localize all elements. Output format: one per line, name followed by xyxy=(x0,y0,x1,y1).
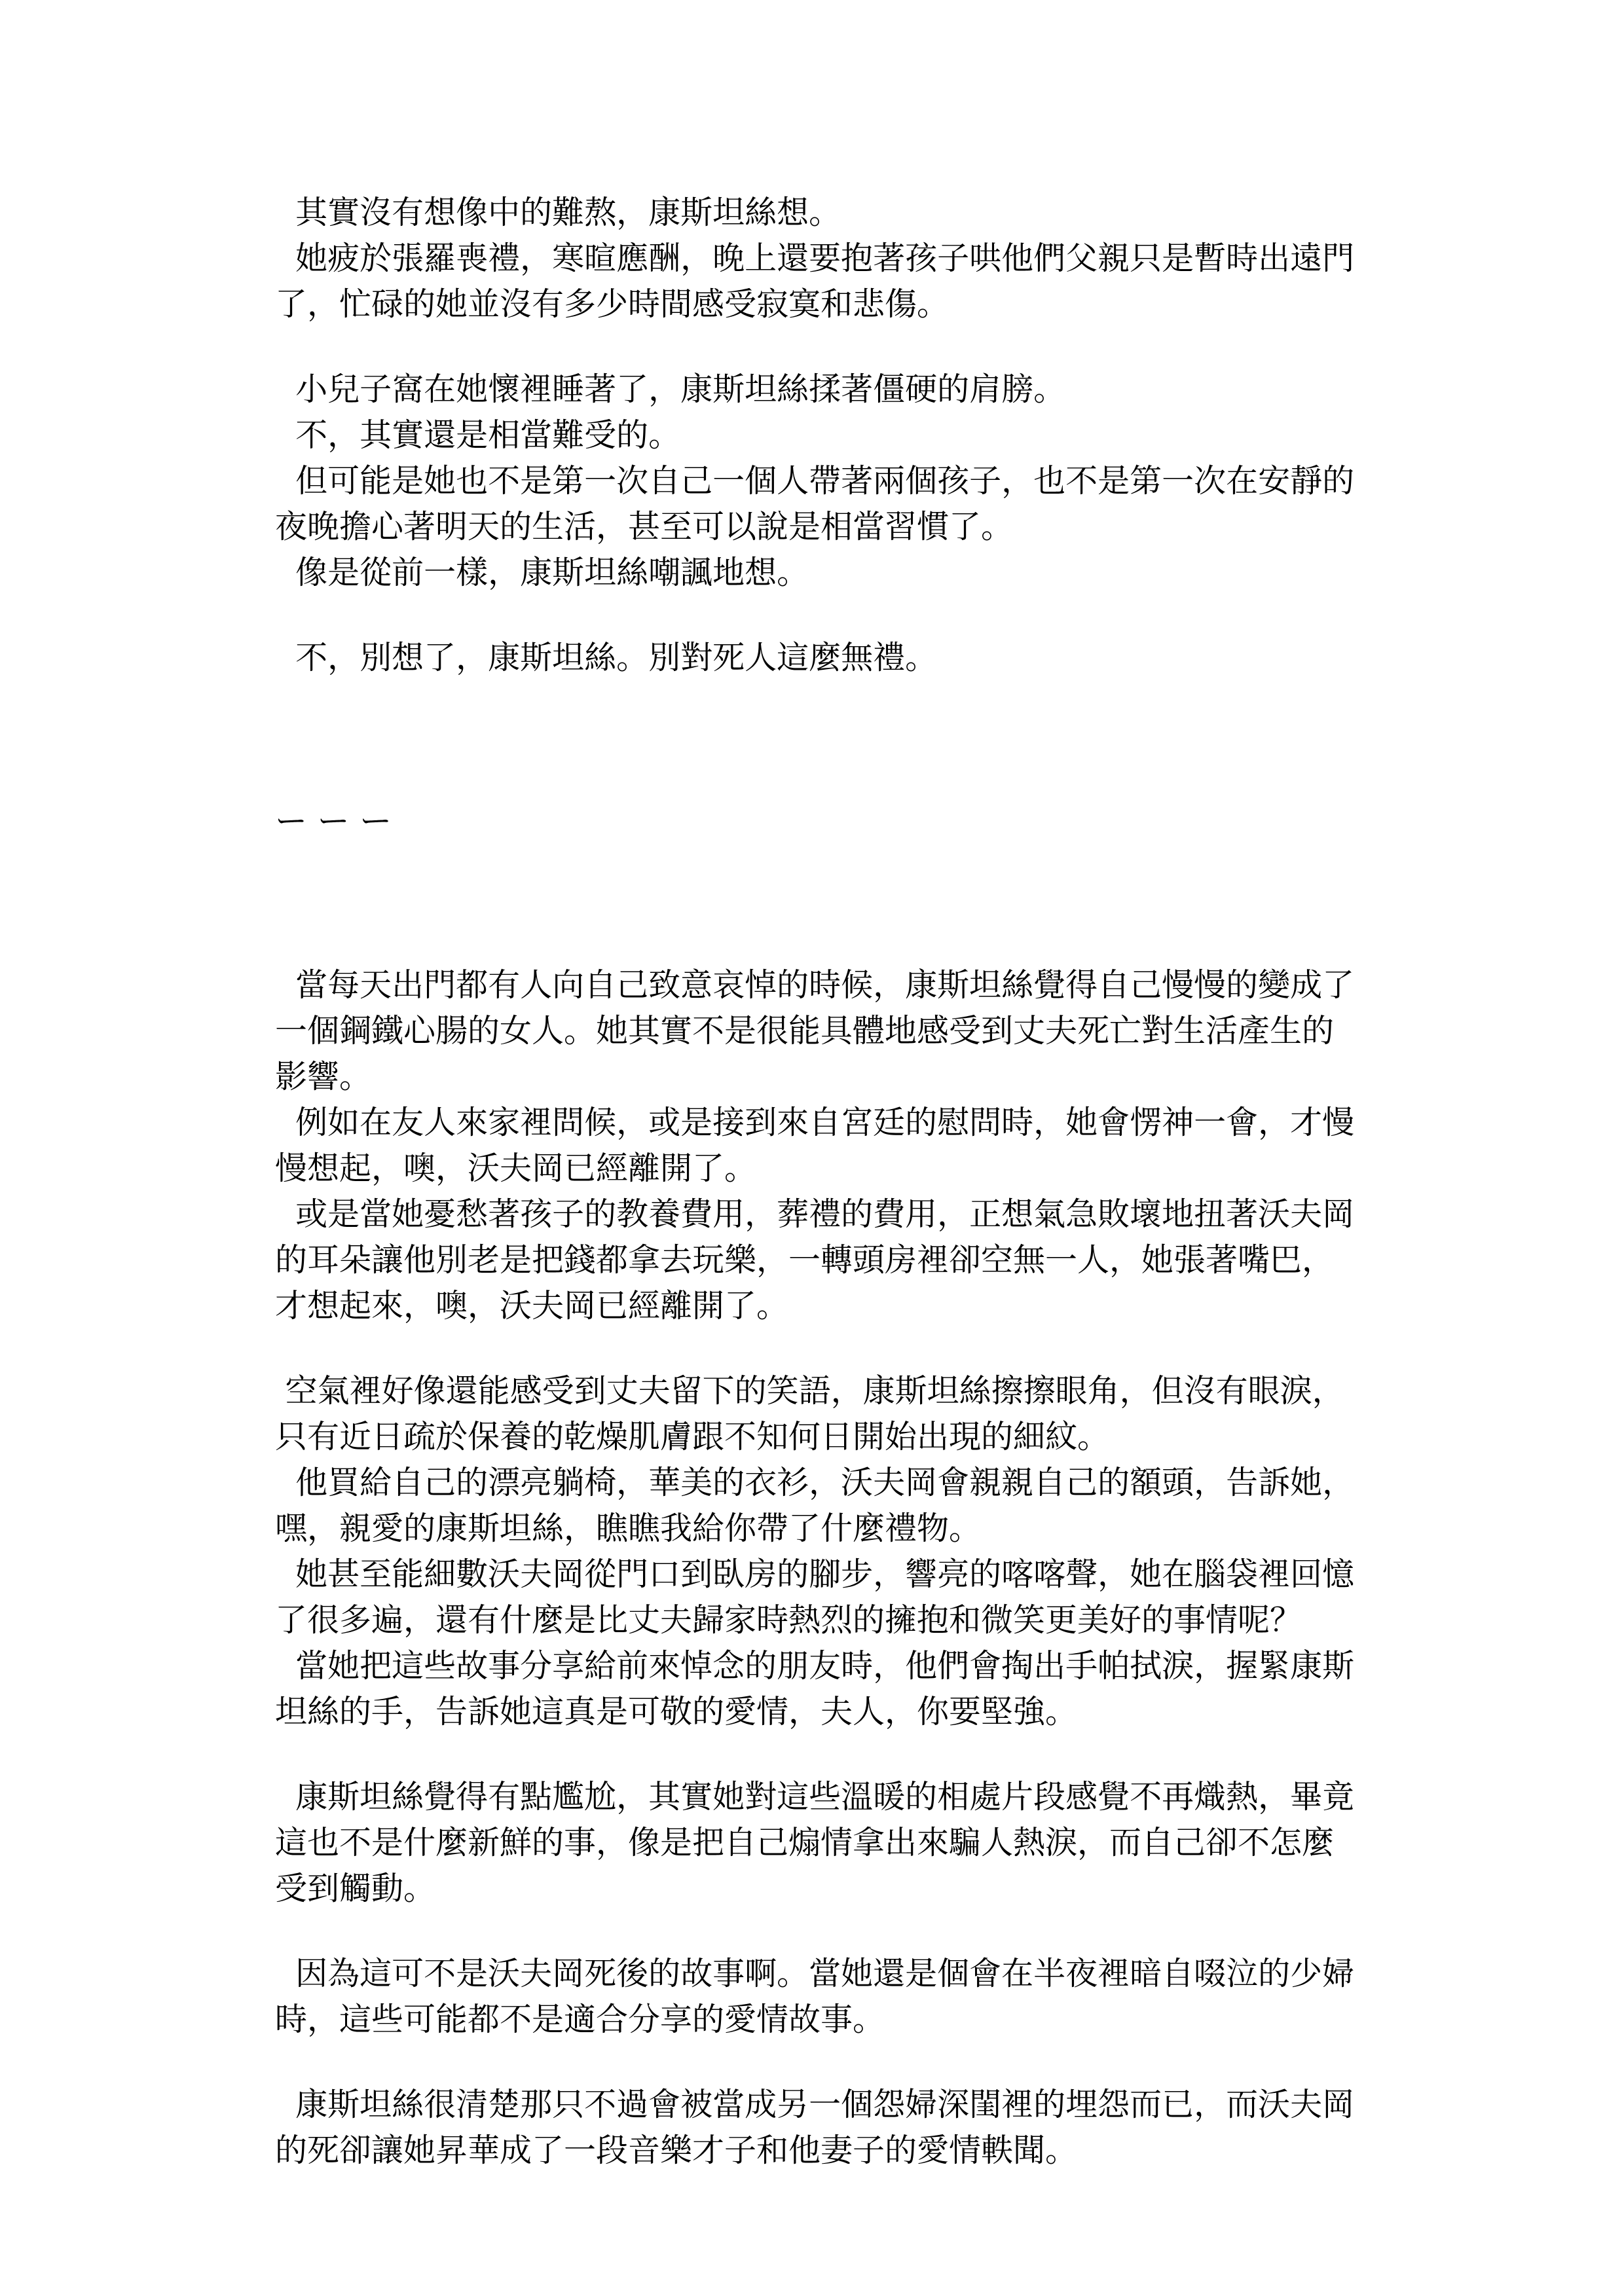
paragraph: 像是從前一樣，康斯坦絲嘲諷地想。 xyxy=(275,554,809,591)
paragraph: 當她把這些故事分享給前來悼念的朋友時，他們會掏出手帕拭淚，握緊康斯坦絲的手，告訴她這真是可敬的愛情，夫人，你要堅強。 xyxy=(275,1647,1355,1730)
paragraph: 當每天出門都有人向自己致意哀悼的時候，康斯坦絲覺得自己慢慢的變成了一個鋼鐵心腸的女人。她其實不是很能具體地感受到丈夫死亡對生活產生的影響。 xyxy=(275,966,1355,1095)
paragraph: 但可能是她也不是第一次自己一個人帶著兩個孩子，也不是第一次在安靜的夜晚擔心著明天的生活，甚至可以說是相當習慣了。 xyxy=(275,462,1355,545)
paragraph: 或是當她憂愁著孩子的教養費用，葬禮的費用，正想氣急敗壞地扭著沃夫岡的耳朵讓他別老是把錢都拿去玩樂，一轉頭房裡卻空無一人，她張著嘴巴，才想起來，噢，沃夫岡已經離開了。 xyxy=(275,1195,1355,1324)
paragraph: 她甚至能細數沃夫岡從門口到臥房的腳步，響亮的喀喀聲，她在腦袋裡回憶了很多遍，還有什麼是比丈夫歸家時熱烈的擁抱和微笑更美好的事情呢？ xyxy=(275,1556,1355,1639)
paragraph: 其實沒有想像中的難熬，康斯坦絲想。 xyxy=(275,194,841,231)
paragraph: 不，其實還是相當難受的。 xyxy=(275,416,681,454)
document-body xyxy=(275,190,1362,2174)
paragraph: 他買給自己的漂亮躺椅，華美的衣衫，沃夫岡會親親自己的額頭，告訴她，嘿，親愛的康斯坦絲，瞧瞧我給你帶了什麼禮物。 xyxy=(275,1464,1355,1547)
paragraph: 不，別想了，康斯坦絲。別對死人這麼無禮。 xyxy=(275,639,938,676)
section-separator: ー ー ー xyxy=(275,803,392,840)
paragraph: 空氣裡好像還能感受到丈夫留下的笑語，康斯坦絲擦擦眼角，但沒有眼淚，只有近日疏於保養的乾燥肌膚跟不知何日開始出現的細紋。 xyxy=(275,1372,1344,1455)
paragraph: 因為這可不是沃夫岡死後的故事啊。當她還是個會在半夜裡暗自啜泣的少婦時，這些可能都不是適合分享的愛情故事。 xyxy=(275,1955,1355,2038)
paragraph: 康斯坦絲很清楚那只不過會被當成另一個怨婦深閨裡的埋怨而已，而沃夫岡的死卻讓她昇華成了一段音樂才子和他妻子的愛情軼聞。 xyxy=(275,2086,1355,2169)
paragraph: 康斯坦絲覺得有點尷尬，其實她對這些溫暖的相處片段感覺不再熾熱，畢竟這也不是什麼新鮮的事，像是把自己煽情拿出來騙人熱淚，而自己卻不怎麼受到觸動。 xyxy=(275,1778,1355,1907)
paragraph: 她疲於張羅喪禮，寒暄應酬，晚上還要抱著孩子哄他們父親只是暫時出遠門了，忙碌的她並沒有多少時間感受寂寞和悲傷。 xyxy=(275,240,1355,323)
paragraph: 小兒子窩在她懷裡睡著了，康斯坦絲揉著僵硬的肩膀。 xyxy=(275,371,1066,408)
paragraph: 例如在友人來家裡問候，或是接到來自宮廷的慰問時，她會愣神一會，才慢慢想起，噢，沃夫岡已經離開了。 xyxy=(275,1104,1355,1187)
